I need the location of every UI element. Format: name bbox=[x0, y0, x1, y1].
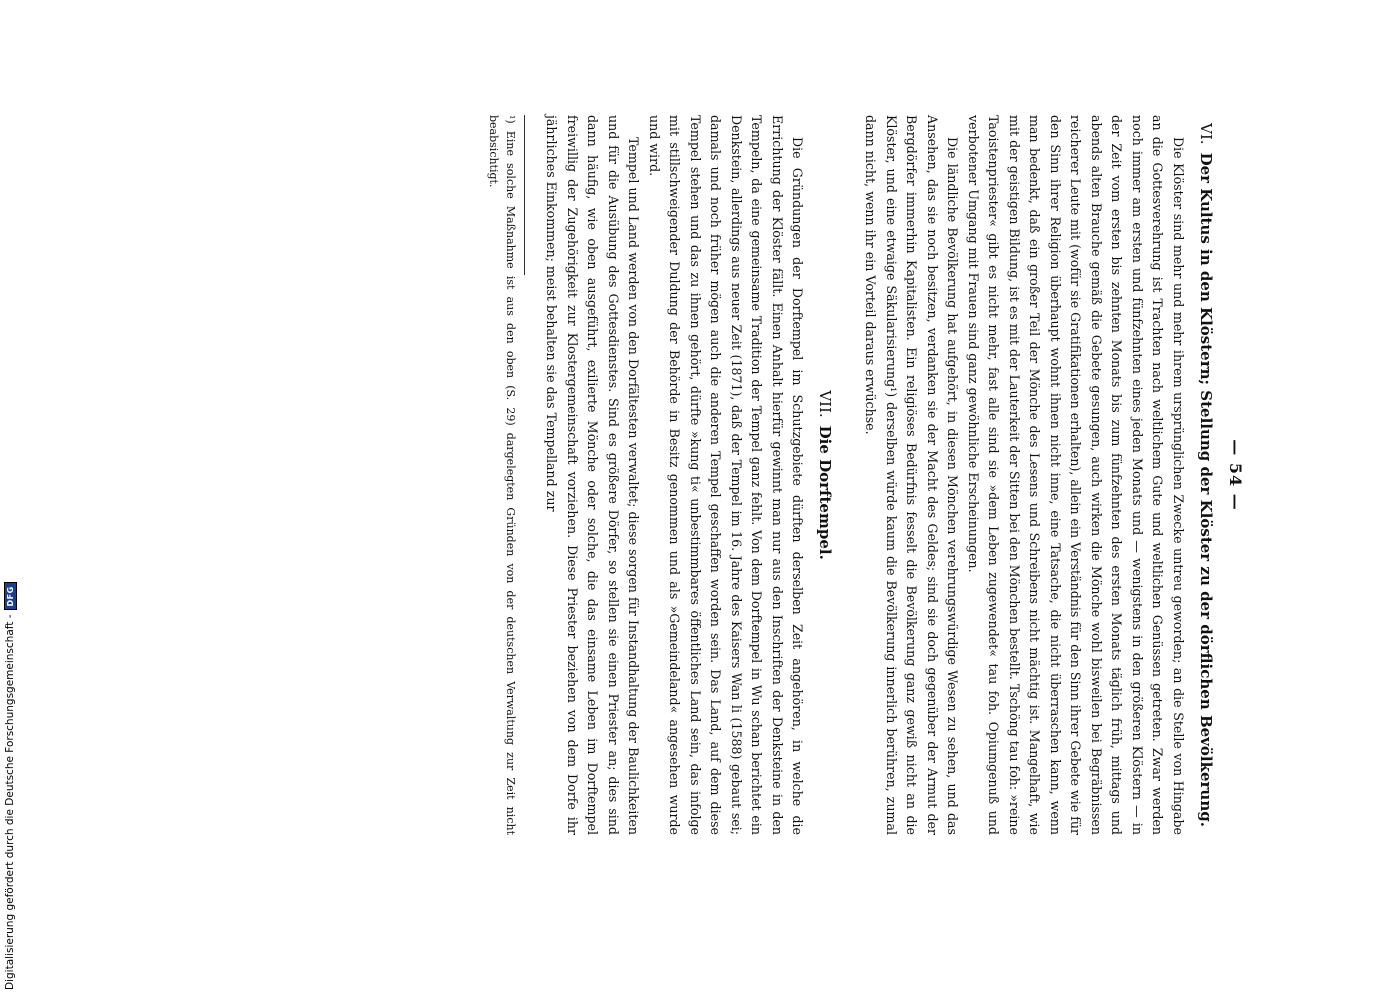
section-7-paragraph-1: Die Gründungen der Dorftempel im Schutzgebiete dürften derselben Zeit angehören, in welche die Errichtung der Klöster fällt. Einen Anhalt hierfür gewinnt man nur aus den Inschriften der Denksteine in den Tempeln, da eine gemeinsame Tradition der Tempel ganz fehlt. Von dem Dorftempel in Wu schan berichtet ein Denkstein, allerdings aus neuer Zeit (1871), daß der Tempel im 16. Jahre des Kaisers Wan li (1588) gebaut sei; damals und noch früher mögen auch die anderen Tempel geschaffen worden sein. Das Land, auf dem diese Tempel stehen und das zu ihnen gehört, dürfte »kung ti« unbestimmbares öffentliches Land sein, das infolge mit stillschweigender Duldung der Behörde in Besitz genommen und als »Gemeindeland« angesehen wurde und wird. bbox=[646, 115, 806, 835]
footnote-divider bbox=[524, 115, 525, 275]
digitization-attribution bbox=[2, 586, 18, 990]
section-6-paragraph-2: Die ländliche Bevölkerung hat aufgehört, in diesen Mönchen verehrungswürdige Wesen zu sehen, und das Ansehen, das sie noch besitzen, verdanken sie der Macht des Geldes; sind sie doch gegenüber der Armut der Bergdörfer immerhin Kapitalisten. Ein religiöses Bedürfnis fesselt die Bevölkerung ganz gewiß nicht an die Klöster, und eine etwaige Säkularisierung¹) derselben würde kaum die Bevölkerung innerlich berühren, zumal dann nicht, wenn ihr ein Vorteil daraus erwüchse. bbox=[863, 115, 961, 835]
dfg-logo: DFG bbox=[4, 582, 17, 610]
section-6-title: Der Kultus in den Klöstern; Stellung der Klöster zu der dörflichen Bevölkerung. bbox=[1197, 152, 1215, 827]
page-number: — 54 — bbox=[1226, 439, 1245, 511]
section-7-numeral: VII. bbox=[816, 390, 835, 418]
footnote: ¹) Eine solche Maßnahme ist aus den oben (S. 29) dargelegten Gründen von der deutschen Verwaltung zur Zeit nicht beabsichtigt. bbox=[487, 115, 517, 835]
section-6-numeral: VI. bbox=[1197, 123, 1215, 145]
attribution-text: Digitalisierung gefördert durch die Deutsche Forschungsgemeinschaft - bbox=[4, 614, 16, 990]
section-7-title: Die Dorftempel. bbox=[816, 425, 835, 560]
rotated-book-page bbox=[145, 115, 1245, 835]
section-7-paragraph-2: Tempel und Land werden von den Dorfältesten verwaltet; diese sorgen für Instandhaltung der Baulichkeiten und für die Ausübung des Gottesdienstes. Sind es größere Dörfer, so stellen sie einen Priester an; dies sind dann häufig, wie oben ausgeführt, exilierte Mönche oder solche, die das einsame Leben im Dorftempel freiwillig der Zugehörigkeit zur Klostergemeinschaft vorziehen. Diese Priester beziehen von dem Dorfe ihr jährliches Einkommen; meist behalten sie das Tempelland zur bbox=[544, 115, 642, 835]
section-7-heading bbox=[815, 115, 835, 835]
section-6-paragraph-1: Die Klöster sind mehr und mehr ihrem ursprünglichen Zwecke untreu geworden; an die Stelle von Hingabe an die Gottesverehrung ist Trachten nach weltlichem Gute und weltlichen Genüssen getreten. Zwar werden noch immer am ersten und fünfzehnten eines jeden Monats und — wenigstens in den größeren Klöstern — in der Zeit vom ersten bis zehnten Monats bis zum fünfzehnten des ersten Monats täglich früh, mittags und abends alten Brauche gemäß die Gebete gesungen, auch wirken die Mönche wohl bisweilen bei Begräbnissen reicherer Leute mit (wofür sie Gratifikationen erhalten), allein ein Verständnis für den Sinn ihrer Gebete wie für den Sinn ihrer Religion überhaupt wohnt ihnen nicht inne, eine Tatsache, die nicht überraschen kann, wenn man bedenkt, daß ein großer Teil der Mönche des Lesens und Schreibens nicht mächtig ist. Mangelhaft, wie mit der geistigen Bildung, ist es mit der Lauterkeit der Sitten bei den Mönchen bestellt. Tschöng tau foh: »reine Taoistenpriester« gibt es nicht mehr, fast alle sind sie »dem Leben zugewendet« tau foh. Opiumgenuß und verbotener Umgang mit Frauen sind ganz gewöhnliche Erscheinungen. bbox=[965, 115, 1186, 835]
section-6-heading bbox=[1196, 115, 1216, 835]
